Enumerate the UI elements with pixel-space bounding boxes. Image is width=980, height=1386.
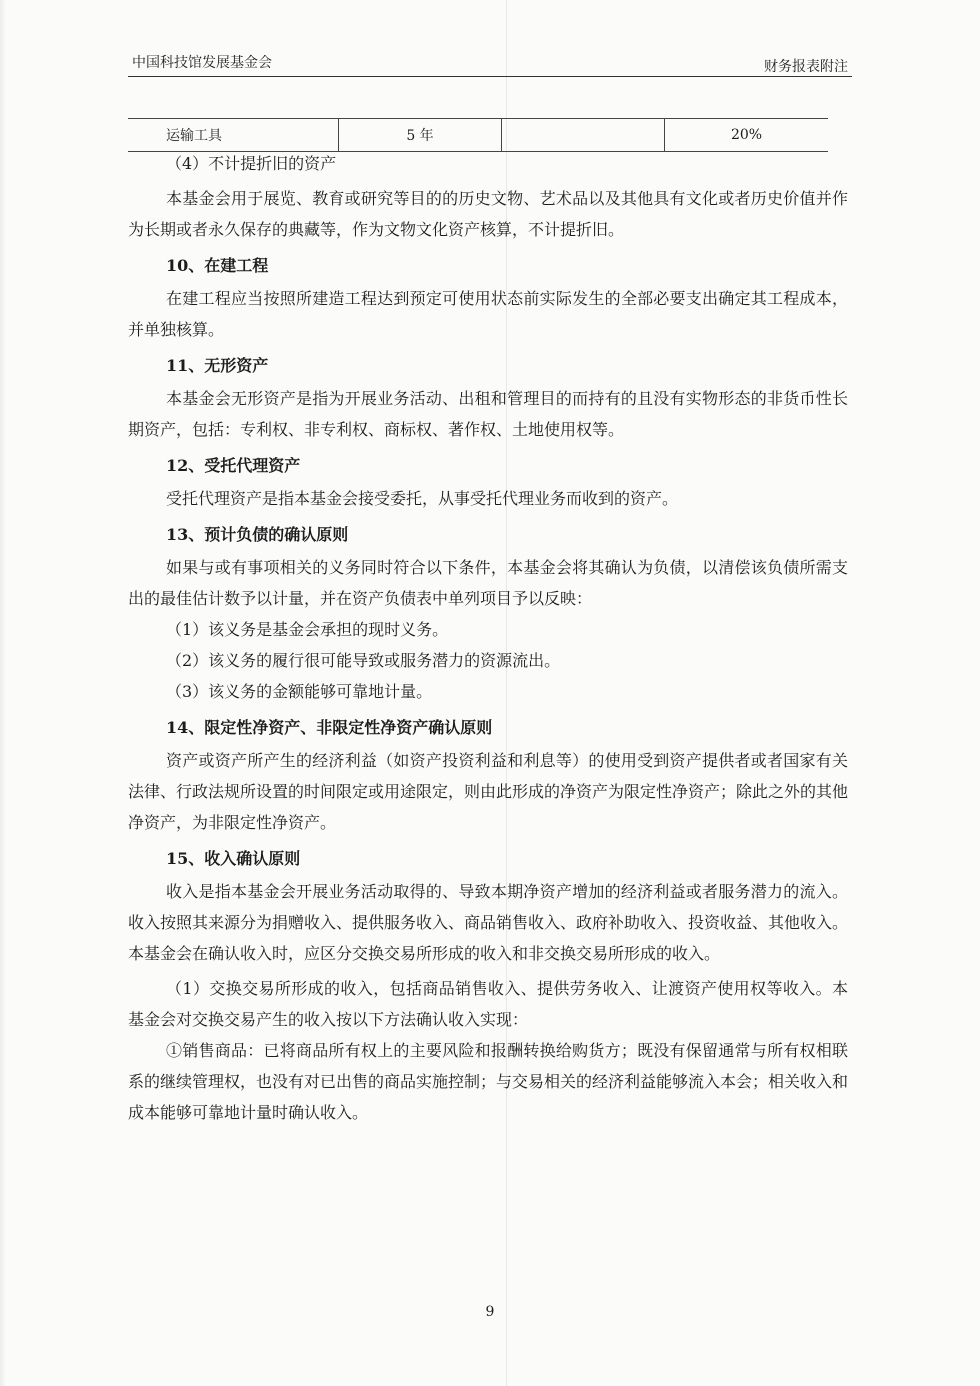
table-cell-item: 运输工具 <box>128 119 339 152</box>
depreciation-table <box>128 118 828 152</box>
list-item: （2）该义务的履行很可能导致或服务潜力的资源流出。 <box>166 651 561 670</box>
page-number: 9 <box>485 1304 495 1320</box>
table-cell-rate: 20% <box>665 119 829 152</box>
section-heading-11: 11、无形资产 <box>166 356 269 375</box>
section-heading-12: 12、受托代理资产 <box>166 456 301 475</box>
document-body <box>128 148 848 1128</box>
paragraph: 受托代理资产是指本基金会接受委托，从事受托代理业务而收到的资产。 <box>166 489 679 508</box>
section-heading-14: 14、限定性净资产、非限定性净资产确认原则 <box>166 718 493 737</box>
section-heading-13: 13、预计负债的确认原则 <box>166 525 349 544</box>
paragraph: ①销售商品：已将商品所有权上的主要风险和报酬转换给购货方；既没有保留通常与所有权相联系的继续管理权，也没有对已出售的商品实施控制；与交易相关的经济利益能够流入本会；相关收入和成本能够可靠地计量时确认收入。 <box>128 1041 849 1122</box>
paragraph: 本基金会无形资产是指为开展业务活动、出租和管理目的而持有的且没有实物形态的非货币性长期资产，包括：专利权、非专利权、商标权、著作权、土地使用权等。 <box>128 389 848 439</box>
paragraph: 收入是指本基金会开展业务活动取得的、导致本期净资产增加的经济利益或者服务潜力的流入。收入按照其来源分为捐赠收入、提供服务收入、商品销售收入、政府补助收入、投资收益、其他收入。本基金会在确认收入时，应区分交换交易所形成的收入和非交换交易所形成的收入。 <box>128 882 849 963</box>
table-row <box>128 119 828 152</box>
section-heading-15: 15、收入确认原则 <box>166 849 301 868</box>
paragraph: 在建工程应当按照所建造工程达到预定可使用状态前实际发生的全部必要支出确定其工程成本，并单独核算。 <box>128 289 848 339</box>
page-header <box>128 48 852 77</box>
header-doc-title: 财务报表附注 <box>764 59 848 75</box>
list-item: （1）该义务是基金会承担的现时义务。 <box>166 620 449 639</box>
page-edge-shadow <box>0 0 6 1386</box>
table-cell-years: 5 年 <box>339 119 502 152</box>
paragraph: 本基金会用于展览、教育或研究等目的的历史文物、艺术品以及其他具有文化或者历史价值并作为长期或者永久保存的典藏等，作为文物文化资产核算，不计提折旧。 <box>128 189 848 239</box>
header-org-name: 中国科技馆发展基金会 <box>132 55 272 71</box>
paragraph: 如果与或有事项相关的义务同时符合以下条件，本基金会将其确认为负债，以清偿该负债所需支出的最佳估计数予以计量，并在资产负债表中单列项目予以反映： <box>128 558 848 608</box>
list-item: （3）该义务的金额能够可靠地计量。 <box>166 682 433 701</box>
section-heading-10: 10、在建工程 <box>166 256 269 275</box>
table-cell-residual <box>502 119 665 152</box>
paragraph: 资产或资产所产生的经济利益（如资产投资利益和利息等）的使用受到资产提供者或者国家有关法律、行政法规所设置的时间限定或用途限定，则由此形成的净资产为限定性净资产；除此之外的其他净资产，为非限定性净资产。 <box>128 751 849 832</box>
paragraph: （1）交换交易所形成的收入，包括商品销售收入、提供劳务收入、让渡资产使用权等收入。本基金会对交换交易产生的收入按以下方法确认收入实现： <box>128 979 848 1029</box>
subheading-non-depreciable: （4）不计提折旧的资产 <box>166 154 337 173</box>
